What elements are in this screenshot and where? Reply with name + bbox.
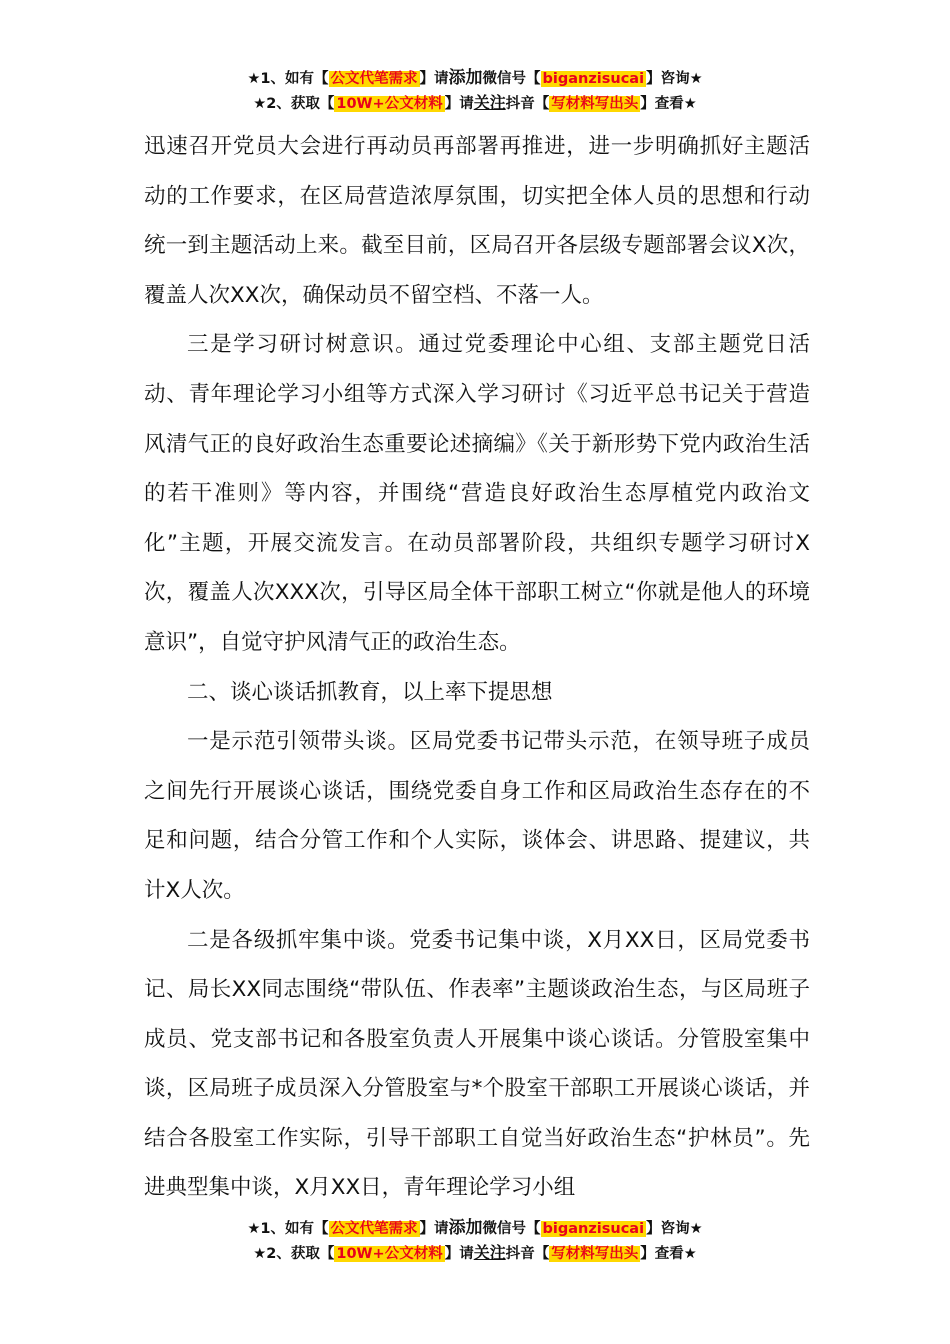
section-heading: 二、谈心谈话抓教育，以上率下提思想 [187,679,553,705]
highlight-wechat-id: biganzisucai [542,71,645,87]
document-body [144,122,810,1213]
paragraph-lead-talk: 一是示范引领带头谈。区局党委书记带头示范，在领导班子成员之间先行开展谈心谈话，围绕党委自身工作和区局政治生态存在的不足和问题，结合分管工作和个人实际，谈体会、讲思路、提建议，共计X人次。 [144,729,810,903]
header-banner [0,66,950,116]
footer-highlight-douyin-account: 写材料写出头 [551,1246,639,1262]
banner-line-1: ★1、如有【 公文代笔需求 】请添加微信号【 biganzisucai 】咨询★ [247,68,703,88]
footer-highlight-service: 公文代笔需求 [330,1221,418,1237]
banner-line-2: ★2、获取【 10W+公文材料 】请关注抖音【 写材料写出头 】查看★ [253,93,697,112]
footer-line-2: ★2、获取【 10W+公文材料 】请关注抖音【 写材料写出头 】查看★ [253,1243,697,1262]
paragraph-continued: 迅速召开党员大会进行再动员再部署再推进，进一步明确抓好主题活动的工作要求，在区局营造浓厚氛围，切实把全体人员的思想和行动统一到主题活动上来。截至目前，区局召开各层级专题部署会议X次，覆盖人次XX次，确保动员不留空档、不落一人。 [144,134,810,308]
footer-line-1: ★1、如有【 公文代笔需求 】请添加微信号【 biganzisucai 】咨询★ [247,1218,703,1238]
footer-highlight-materials: 10W+公文材料 [336,1246,443,1262]
paragraph-study: 三是学习研讨树意识。通过党委理论中心组、支部主题党日活动、青年理论学习小组等方式深入学习研讨《习近平总书记关于营造风清气正的良好政治生态重要论述摘编》《关于新形势下党内政治生活的若干准则》等内容，并围绕“营造良好政治生态厚植党内政治文化”主题，开展交流发言。在动员部署阶段，共组织专题学习研讨X次，覆盖人次XXX次，引导区局全体干部职工树立“你就是他人的环境意识”，自觉守护风清气正的政治生态。 [144,332,810,655]
highlight-materials: 10W+公文材料 [336,96,443,112]
highlight-service: 公文代笔需求 [330,71,418,87]
highlight-douyin-account: 写材料写出头 [551,96,639,112]
paragraph-group-talk: 二是各级抓牢集中谈。党委书记集中谈，X月XX日，区局党委书记、局长XX同志围绕“带队伍、作表率”主题谈政治生态，与区局班子成员、党支部书记和各股室负责人开展集中谈心谈话。分管股室集中谈，区局班子成员深入分管股室与*个股室干部职工开展谈心谈话，并结合各股室工作实际，引导干部职工自觉当好政治生态“护林员”。先进典型集中谈，X月XX日，青年理论学习小组 [144,927,810,1201]
footer-highlight-wechat-id: biganzisucai [542,1221,645,1237]
footer-banner [0,1216,950,1266]
